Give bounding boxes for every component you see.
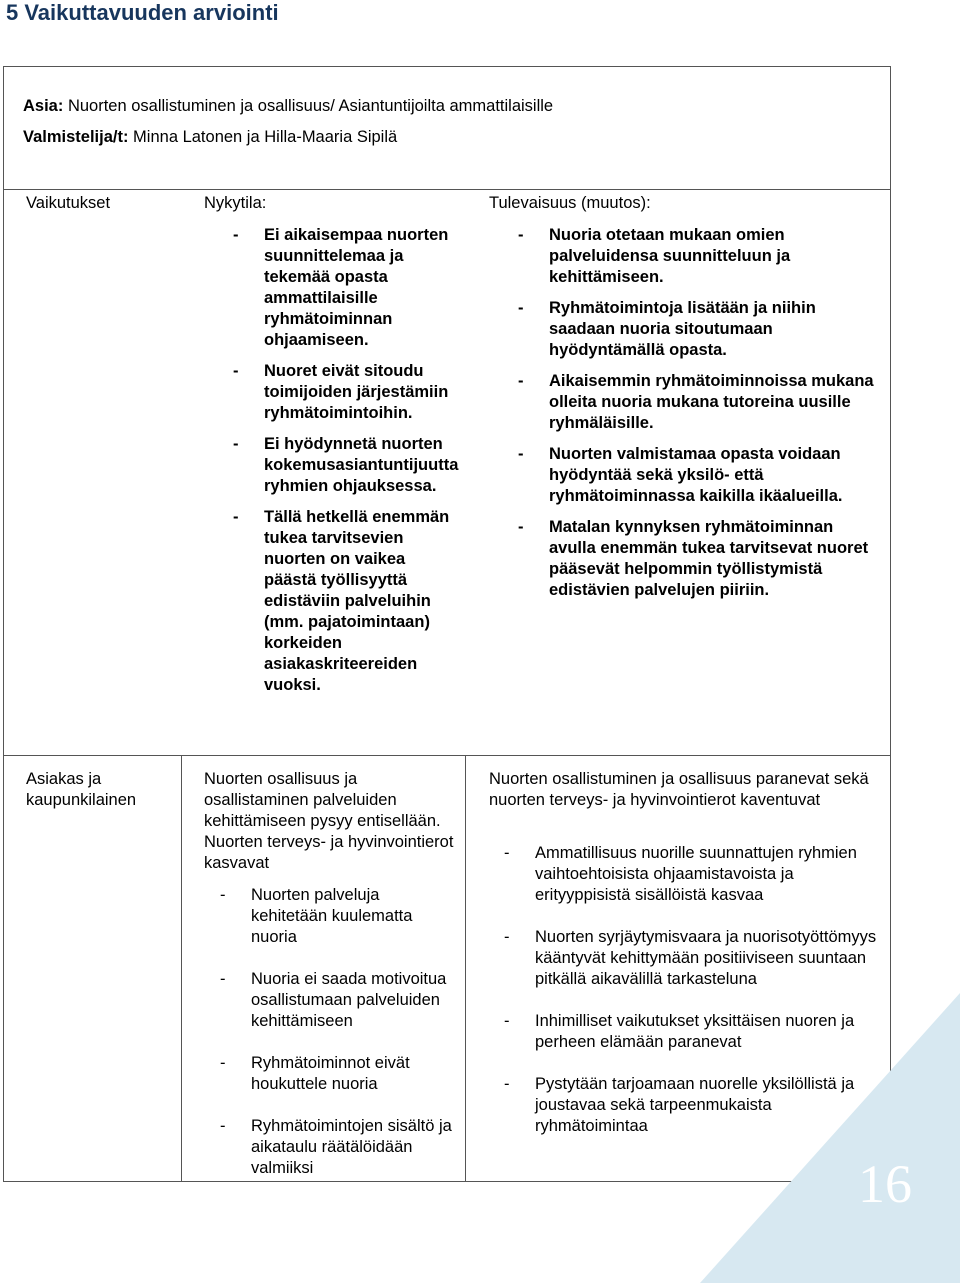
column-divider-1 <box>181 755 182 1181</box>
row1-label: Vaikutukset <box>26 194 111 212</box>
list-item: - Aikaisemmin ryhmätoiminnoissa mukana olleita nuoria mukana tutoreina uusille ryhmäläisille. <box>518 371 874 434</box>
list-item: - Nuoria otetaan mukaan omien palveluidensa suunnitteluun ja kehittämiseen. <box>518 225 874 288</box>
list-item: - Ryhmätoimintoja lisätään ja niihin saadaan nuoria sitoutumaan hyödyntämällä opasta. <box>518 298 874 361</box>
list-item: - Nuorten palveluja kehitetään kuulematta nuoria <box>220 885 460 948</box>
current-impact-list <box>220 885 460 1179</box>
list-item: - Tällä hetkellä enemmän tukea tarvitsevien nuorten on vaikea päästä työllisyyttä edistäviin palveluihin (mm. pajatoimintaan) korkeiden asiakaskriteereiden vuoksi. <box>233 507 453 696</box>
current-state-title: Nykytila: <box>204 194 267 212</box>
subject-label: Asia: <box>23 97 64 115</box>
current-state-list <box>233 225 459 696</box>
list-item: - Pystytään tarjoamaan nuorelle yksilöllistä ja joustavaa sekä tarpeenmukaista ryhmätoimintaa <box>504 1074 880 1137</box>
list-item: - Ei hyödynnetä nuorten kokemusasiantuntijuutta ryhmien ohjauksessa. <box>233 434 453 497</box>
future-impact-intro: Nuorten osallistuminen ja osallisuus paranevat sekä nuorten terveys- ja hyvinvointierot kaventuvat <box>489 770 869 809</box>
future-state-title: Tulevaisuus (muutos): <box>489 194 651 212</box>
list-item: - Matalan kynnyksen ryhmätoiminnan avulla enemmän tukea tarvitsevat nuoret pääsevät helpommin työllistymistä edistävien palvelujen piiriin. <box>518 517 874 601</box>
column-divider-2 <box>465 755 466 1181</box>
future-state-list <box>518 225 874 601</box>
subject-value: Nuorten osallistuminen ja osallisuus/ Asiantuntijoilta ammattilaisille <box>63 97 554 115</box>
list-item: - Inhimilliset vaikutukset yksittäisen nuoren ja perheen elämään paranevat <box>504 1011 880 1053</box>
preparer-label: Valmistelija/t: <box>23 128 129 146</box>
row2-label: Asiakas ja kaupunkilainen <box>26 770 137 809</box>
page-heading: 5 Vaikuttavuuden arviointi <box>6 0 279 25</box>
list-item: - Ryhmätoiminnot eivät houkuttele nuoria <box>220 1053 460 1095</box>
list-item: - Nuorten syrjäytymisvaara ja nuorisotyöttömyys kääntyvät kehittymään positiiviseen suuntaan pitkällä aikavälillä tarkasteluna <box>504 927 880 990</box>
table-divider-middle <box>3 755 890 756</box>
preparer-line <box>23 128 397 147</box>
list-item: - Nuoret eivät sitoudu toimijoiden järjestämiin ryhmätoimintoihin. <box>233 361 453 424</box>
list-item: - Ammatillisuus nuorille suunnattujen ryhmien vaihtoehtoisista ohjaamistavoista ja erityyppisistä sisällöistä kasvaa <box>504 843 880 906</box>
preparer-value: Minna Latonen ja Hilla-Maaria Sipilä <box>128 128 398 146</box>
subject-line <box>23 97 553 116</box>
corner-decoration <box>700 993 960 1283</box>
page-number: 16 <box>858 1154 912 1214</box>
current-impact-intro: Nuorten osallisuus ja osallistaminen palveluiden kehittämiseen pysyy entisellään. Nuorten terveys- ja hyvinvointierot kasvavat <box>204 770 454 872</box>
list-item: - Nuoria ei saada motivoitua osallistumaan palveluiden kehittämiseen <box>220 969 460 1032</box>
list-item: - Ei aikaisempaa nuorten suunnittelemaa ja tekemää opasta ammattilaisille ryhmätoiminnan ohjaamiseen. <box>233 225 453 351</box>
list-item: - Ryhmätoimintojen sisältö ja aikataulu räätälöidään valmiiksi <box>220 1116 460 1179</box>
list-item: - Nuorten valmistamaa opasta voidaan hyödyntää sekä yksilö- että ryhmätoiminnassa kaikilla ikäalueilla. <box>518 444 874 507</box>
table-divider-top <box>3 189 890 190</box>
